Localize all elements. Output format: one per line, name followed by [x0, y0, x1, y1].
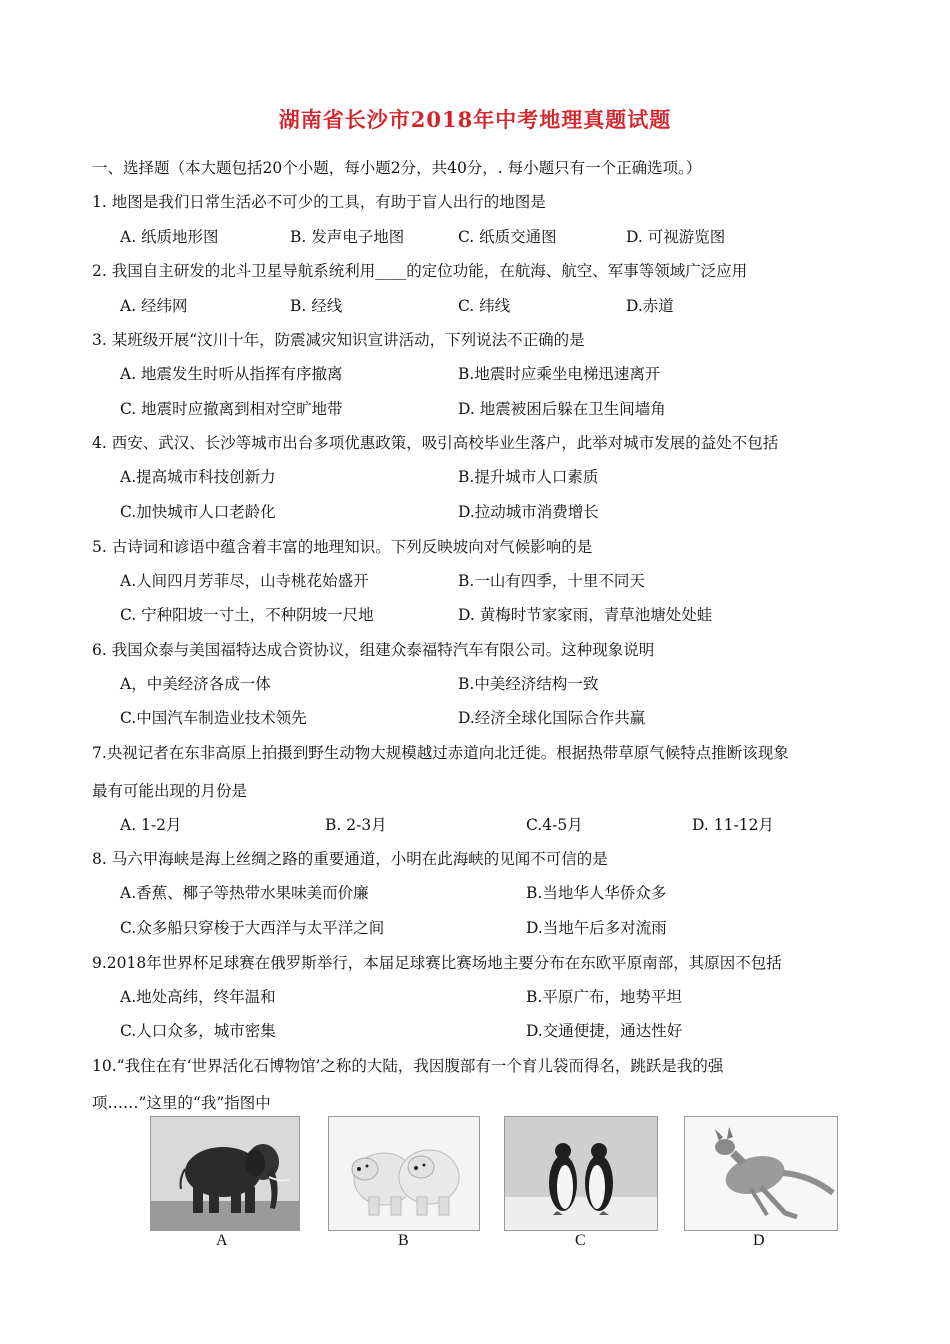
question-10-stem-line1: 10.“我住在有‘世界活化石博物馆’之称的大陆，我因腹部有一个育儿袋而得名，跳跃是我的强: [92, 1057, 724, 1075]
q4-option-c: C.加快城市人口老龄化: [120, 503, 276, 521]
picture-label-b: B: [398, 1232, 409, 1249]
question-2-stem: 2. 我国自主研发的北斗卫星导航系统利用____的定位功能，在航海、航空、军事等领域广泛应用: [92, 262, 748, 280]
q5-option-a: A.人间四月芳菲尽，山寺桃花始盛开: [120, 572, 369, 590]
kangaroo-icon: [685, 1117, 837, 1230]
section-heading: 一、选择题（本大题包括20个小题，每小题2分，共40分，. 每小题只有一个正确选项。）: [92, 159, 702, 177]
question-6-stem: 6. 我国众泰与美国福特达成合资协议，组建众泰福特汽车有限公司。这种现象说明: [92, 641, 655, 659]
q6-option-d: D.经济全球化国际合作共赢: [458, 709, 646, 727]
penguin-icon: [505, 1117, 657, 1230]
q3-option-d: D. 地震被困后躲在卫生间墙角: [458, 400, 666, 418]
elephant-icon: [151, 1117, 299, 1230]
q3-option-b: B.地震时应乘坐电梯迅速离开: [458, 365, 661, 383]
q7-option-a: A. 1-2月: [120, 816, 182, 834]
picture-label-c: C: [575, 1232, 586, 1249]
picture-a: [150, 1116, 300, 1231]
question-7-stem-line2: 最有可能出现的月份是: [92, 782, 248, 800]
q1-option-c: C. 纸质交通图: [458, 228, 557, 246]
page-title: 湖南省长沙市2018年中考地理真题试题: [278, 107, 672, 132]
q9-option-c: C.人口众多，城市密集: [120, 1022, 276, 1040]
q8-option-b: B.当地华人华侨众多: [526, 884, 667, 902]
q5-option-d: D. 黄梅时节家家雨，青草池塘处处蛙: [458, 606, 713, 624]
q4-option-d: D.拉动城市消费增长: [458, 503, 599, 521]
q7-option-b: B. 2-3月: [325, 816, 387, 834]
q4-option-a: A.提高城市科技创新力: [120, 468, 276, 486]
picture-c: [504, 1116, 658, 1231]
q2-option-b: B. 经线: [290, 297, 343, 315]
q9-option-b: B.平原广布，地势平坦: [526, 988, 682, 1006]
question-9-stem: 9.2018年世界杯足球赛在俄罗斯举行，本届足球赛比赛场地主要分布在东欧平原南部，其原因不包括: [92, 954, 782, 972]
picture-b: [328, 1116, 480, 1231]
q5-option-c: C. 宁种阳坡一寸土，不种阴坡一尺地: [120, 606, 374, 624]
q9-option-a: A.地处高纬，终年温和: [120, 988, 276, 1006]
q8-option-a: A.香蕉、椰子等热带水果味美而价廉: [120, 884, 369, 902]
question-5-stem: 5. 古诗词和谚语中蕴含着丰富的地理知识。下列反映坡向对气候影响的是: [92, 538, 593, 556]
q6-option-c: C.中国汽车制造业技术领先: [120, 709, 307, 727]
q4-option-b: B.提升城市人口素质: [458, 468, 599, 486]
q9-option-d: D.交通便捷，通达性好: [526, 1022, 683, 1040]
q2-option-d: D.赤道: [626, 297, 674, 315]
picture-label-d: D: [753, 1232, 765, 1249]
q2-option-a: A. 经纬网: [120, 297, 188, 315]
q3-option-a: A. 地震发生时听从指挥有序撤离: [120, 365, 343, 383]
picture-label-a: A: [216, 1232, 228, 1249]
q8-option-c: C.众多船只穿梭于大西洋与太平洋之间: [120, 919, 385, 937]
q1-option-d: D. 可视游览图: [626, 228, 726, 246]
q7-option-d: D. 11-12月: [692, 816, 774, 834]
polar-bear-icon: [329, 1117, 479, 1230]
q2-option-c: C. 纬线: [458, 297, 511, 315]
q8-option-d: D.当地午后多对流雨: [526, 919, 667, 937]
picture-d: [684, 1116, 838, 1231]
q6-option-a: A，中美经济各成一体: [120, 675, 271, 693]
question-1-stem: 1. 地图是我们日常生活必不可少的工具，有助于盲人出行的地图是: [92, 193, 546, 211]
question-3-stem: 3. 某班级开展“汶川十年，防震减灾知识宣讲活动，下列说法不正确的是: [92, 331, 585, 349]
q3-option-c: C. 地震时应撤离到相对空旷地带: [120, 400, 343, 418]
question-7-stem-line1: 7.央视记者在东非高原上拍摄到野生动物大规模越过赤道向北迁徙。根据热带草原气候特点推断该现象: [92, 744, 789, 762]
q1-option-a: A. 纸质地形图: [120, 228, 219, 246]
q6-option-b: B.中美经济结构一致: [458, 675, 599, 693]
q1-option-b: B. 发声电子地图: [290, 228, 405, 246]
question-10-stem-line2: 项……”这里的“我”指图中: [92, 1094, 271, 1112]
question-4-stem: 4. 西安、武汉、长沙等城市出台多项优惠政策，吸引高校毕业生落户，此举对城市发展的益处不包括: [92, 434, 779, 452]
q5-option-b: B.一山有四季，十里不同天: [458, 572, 645, 590]
q7-option-c: C.4-5月: [526, 816, 583, 834]
question-8-stem: 8. 马六甲海峡是海上丝绸之路的重要通道，小明在此海峡的见闻不可信的是: [92, 850, 608, 868]
